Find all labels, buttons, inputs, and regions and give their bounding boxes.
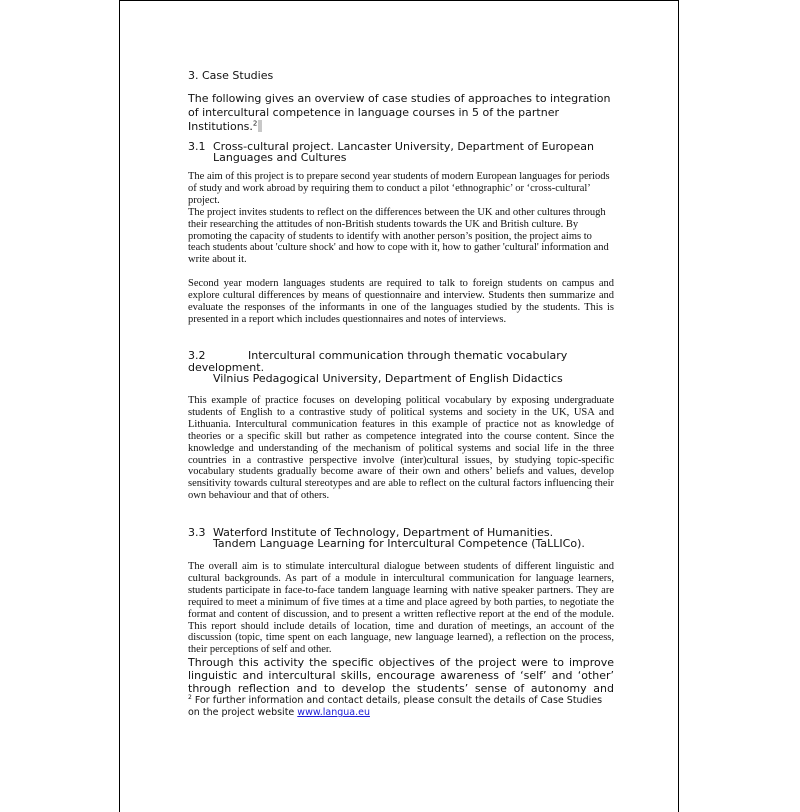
footnote-marker: 2	[188, 693, 192, 701]
subsection-number: 3.1	[188, 140, 206, 153]
footnote	[188, 695, 614, 719]
subsection-title-line2: Languages and Cultures	[213, 151, 347, 164]
subsection-title-line1: Intercultural communication through thematic vocabulary development.	[188, 349, 568, 374]
subsection-title-line1: Waterford Institute of Technology, Department of Humanities.	[213, 526, 554, 539]
section-heading: 3. Case Studies	[188, 69, 274, 82]
text-cursor-highlight	[258, 120, 262, 132]
document-page	[119, 0, 679, 812]
subsection-number: 3.2	[188, 349, 206, 362]
subsection-title-line1: Cross-cultural project. Lancaster University, Department of European	[213, 140, 594, 153]
subsection-title-line2: Tandem Language Learning for Intercultural Competence (TaLLICo).	[213, 537, 585, 550]
intro-text: The following gives an overview of case studies of approaches to integration of intercultural competence in language courses in 5 of the partner Institutions.	[188, 92, 611, 133]
paragraph-3-1-method: Second year modern languages students are required to talk to foreign students on campus and explore cultural differences by means of questionnaire and interview. Students then summarize and evaluate the responses of the informants in one of the languages studied by the students. This is presented in a report which includes questionnaires and notes of interviews.	[188, 278, 614, 325]
subsection-title-line2: Vilnius Pedagogical University, Department of English Didactics	[213, 372, 563, 385]
paragraph-3-3: The overall aim is to stimulate intercultural dialogue between students of different linguistic and cultural backgrounds. As part of a module in intercultural communication for language learners, students participate in face-to-face tandem language learning with native speaker partners. They are required to meet a minimum of five times at a time and place agreed by both parties, to negotiate the format and content of discussion, and to present a written reflective report at the end of the module. This report should include details of location, time and duration of meetings, an account of the discussion (topic, time spent on each language, new language learned), a reflection on the process, their perceptions of self and other.	[188, 561, 614, 656]
intro-paragraph	[188, 92, 614, 134]
subsection-heading-3-3	[188, 527, 614, 549]
paragraph-3-2: This example of practice focuses on developing political vocabulary by exposing undergraduate students of English to a contrastive study of political systems and society in the UK, USA and Lithuania. Intercultural communication features in this example of practice not as knowledge of theories or a specific skill but rather as competence integrated into the course content. Since the knowledge and understanding of the mechanism of political systems and social life in the three countries in a contrastive perspective involve (inter)cultural issues, by studying topic-specific vocabulary students gradually become aware of their own and others’ beliefs and values, develop sensitivity towards cultural stereotypes and are able to reflect on the cultural factors influencing their own behaviour and that of others.	[188, 395, 614, 502]
paragraph-3-3-objectives: Through this activity the specific objectives of the project were to improve linguistic and intercultural skills, encourage awareness of ‘self’ and ‘other’ through reflection and to develop the students’ sense of autonomy and	[188, 656, 614, 695]
paragraph-text: The project invites students to reflect on the differences between the UK and other cultures through their researching the attitudes of non-British students towards the UK and British culture. By promoting the capacity of students to identify with another person’s position, the project aims to teach students about 'culture shock' and how to cope with it, how to gather 'cultural' information and write about it.	[188, 206, 609, 266]
footnote-reference[interactable]: 2	[252, 119, 258, 128]
subsection-heading-3-1	[188, 141, 614, 163]
subsection-heading-3-2	[188, 350, 614, 385]
paragraph-3-1-aim	[188, 171, 614, 266]
paragraph-text: The aim of this project is to prepare second year students of modern European languages for periods of study and work abroad by requiring them to conduct a pilot ‘ethnographic’ or ‘cross-cultural’ project.	[188, 171, 610, 206]
subsection-number: 3.3	[188, 526, 206, 539]
project-website-link[interactable]: www.langua.eu	[297, 707, 370, 718]
footnote-text: For further information and contact details, please consult the details of Case Studies on the project website	[188, 695, 603, 718]
